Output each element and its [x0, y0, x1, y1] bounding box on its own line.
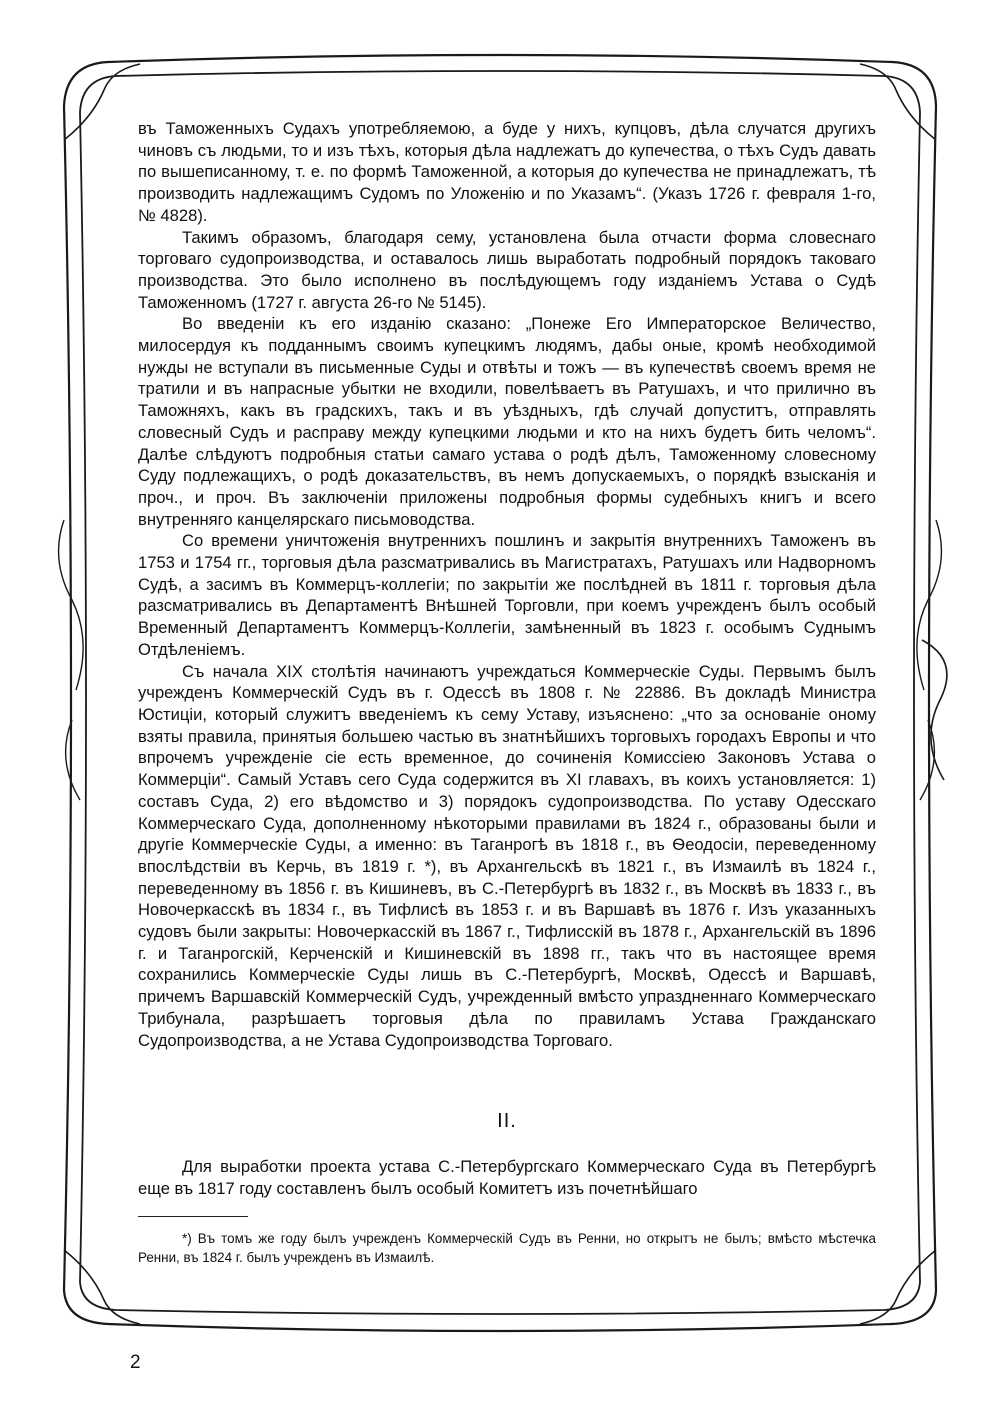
paragraph-2: Такимъ образомъ, благодаря сему, установлена была отчасти форма словеснаго торговаго судопроизводства, и оставалось лишь выработать подробный порядокъ таковаго производства. Это было исполнено въ послѣдующемъ году изданіемъ Устава о Судѣ Таможенномъ (1727 г. августа 26-го № 5145). [138, 227, 876, 312]
footnote: *) Въ томъ же году былъ учрежденъ Коммерческій Судъ въ Ренни, но открытъ не былъ; вмѣсто мѣстечка Ренни, въ 1824 г. былъ учрежденъ въ Измаилѣ. [138, 1231, 876, 1265]
body-text [138, 118, 876, 1051]
section-body-text [138, 1156, 876, 1200]
footnote-divider [138, 1216, 248, 1217]
section-paragraph: Для выработки проекта устава С.-Петербургскаго Коммерческаго Суда въ Петербургѣ еще въ 1817 году составленъ былъ особый Комитетъ изъ почетнѣйшаго [138, 1157, 876, 1198]
section-heading: II. [497, 1110, 517, 1132]
paragraph-5: Съ начала XIX столѣтія начинаютъ учреждаться Коммерческіе Суды. Первымъ былъ учрежденъ Коммерческій Судъ въ г. Одессѣ въ 1808 г. № 22886. Въ докладѣ Министра Юстиціи, который служитъ введеніемъ къ сему Уставу, изъяснено: „что за основаніе оному взяты правила, принятыя большею частью въ знатнѣйшихъ торговыхъ городахъ Европы и что впрочемъ учрежденіе сіе есть временное, до сочиненія Комиссіею Законовъ Устава о Коммерціи“. Самый Уставъ сего Суда содержится въ XI главахъ, въ коихъ установляется: 1) составъ Суда, 2) его вѣдомство и 3) порядокъ судопроизводства. По уставу Одесскаго Коммерческаго Суда, дополненному нѣкоторыми правилами въ 1824 г., образованы были и другіе Коммерческіе Суды, а именно: въ Таганрогѣ въ 1818 г., въ Ѳеодосіи, переведенному впослѣдствіи въ Керчь, въ 1819 г. *), въ Архангельскѣ въ 1821 г., въ Измаилѣ въ 1824 г., переведенному въ 1856 г. въ Кишиневъ, въ С.-Петербургѣ въ 1832 г., въ Москвѣ въ 1833 г., въ Новочеркасскѣ въ 1834 г., въ Тифлисѣ въ 1853 г. и въ Варшавѣ въ 1876 г. Изъ указанныхъ судовъ были закрыты: Новочеркасскій въ 1867 г., Тифлисскій въ 1878 г., Архангельскій въ 1896 г. и Таганрогскій, Керченскій и Кишиневскій въ 1898 гг., такъ что въ настоящее время сохранились Коммерческіе Суды лишь въ С.-Петербургѣ, Москвѣ, Одессѣ и Варшавѣ, причемъ Варшавскій Коммерческій Судъ, учрежденный вмѣсто упраздненнаго Коммерческаго Трибунала, разрѣшаетъ торговыя дѣла по правиламъ Устава Гражданскаго Судопроизводства, а не Устава Судопроизводства Торговаго. [138, 661, 876, 1050]
paragraph-1: въ Таможенныхъ Судахъ употребляемою, а буде у нихъ, купцовъ, дѣла случатся другихъ чиновъ съ людьми, то и изъ тѣхъ, которыя дѣла надлежатъ до купечества, о тѣхъ Судъ давать по вышеписанному, т. е. по формѣ Таможенной, а которыя до купечества не принадлежатъ, тѣ производить надлежащимъ Судомъ по Уложенію и по Указамъ“. (Указъ 1726 г. февраля 1-го, № 4828). [138, 119, 876, 225]
paragraph-4: Со времени уничтоженія внутреннихъ пошлинъ и закрытія внутреннихъ Таможенъ въ 1753 и 1754 гг., торговыя дѣла разсматривались въ Магистратахъ, Ратушахъ или Надворномъ Судѣ, а засимъ въ Коммерцъ-коллегіи; по закрытіи же послѣдней въ 1811 г. торговыя дѣла разсматривались въ Департаментѣ Внѣшней Торговли, при коемъ учрежденъ былъ особый Временный Департаментъ Коммерцъ-Коллегіи, замѣненный въ 1823 г. особымъ Суднымъ Отдѣленіемъ. [138, 531, 876, 659]
page-number: 2 [130, 1352, 141, 1373]
paragraph-3: Во введеніи къ его изданію сказано: „Понеже Его Императорское Величество, милосердуя къ подданнымъ своимъ купецкимъ людямъ, дабы оные, кромѣ необходимой нужды не вступали въ письменные Суды и отвѣты и тожъ — въ купечествѣ своемъ время не тратили и въ напрасные убытки не входили, повелѣваетъ въ Ратушахъ, и что прилично въ Таможняхъ, какъ въ градскихъ, такъ и въ уѣздныхъ, гдѣ случай допуститъ, отправлять словесный Судъ и расправу между купецкими людьми и кто на нихъ будетъ бить челомъ“. Далѣе слѣдуютъ подробныя статьи самаго устава о родѣ дѣлъ, Таможенному словесному Суду подлежащихъ, о родѣ доказательствъ, въ немъ допускаемыхъ, о порядкѣ взысканія и проч., и проч. Въ заключеніи приложены подробныя формы судебныхъ книгъ и всего внутренняго канцелярскаго письмоводства. [138, 314, 876, 529]
